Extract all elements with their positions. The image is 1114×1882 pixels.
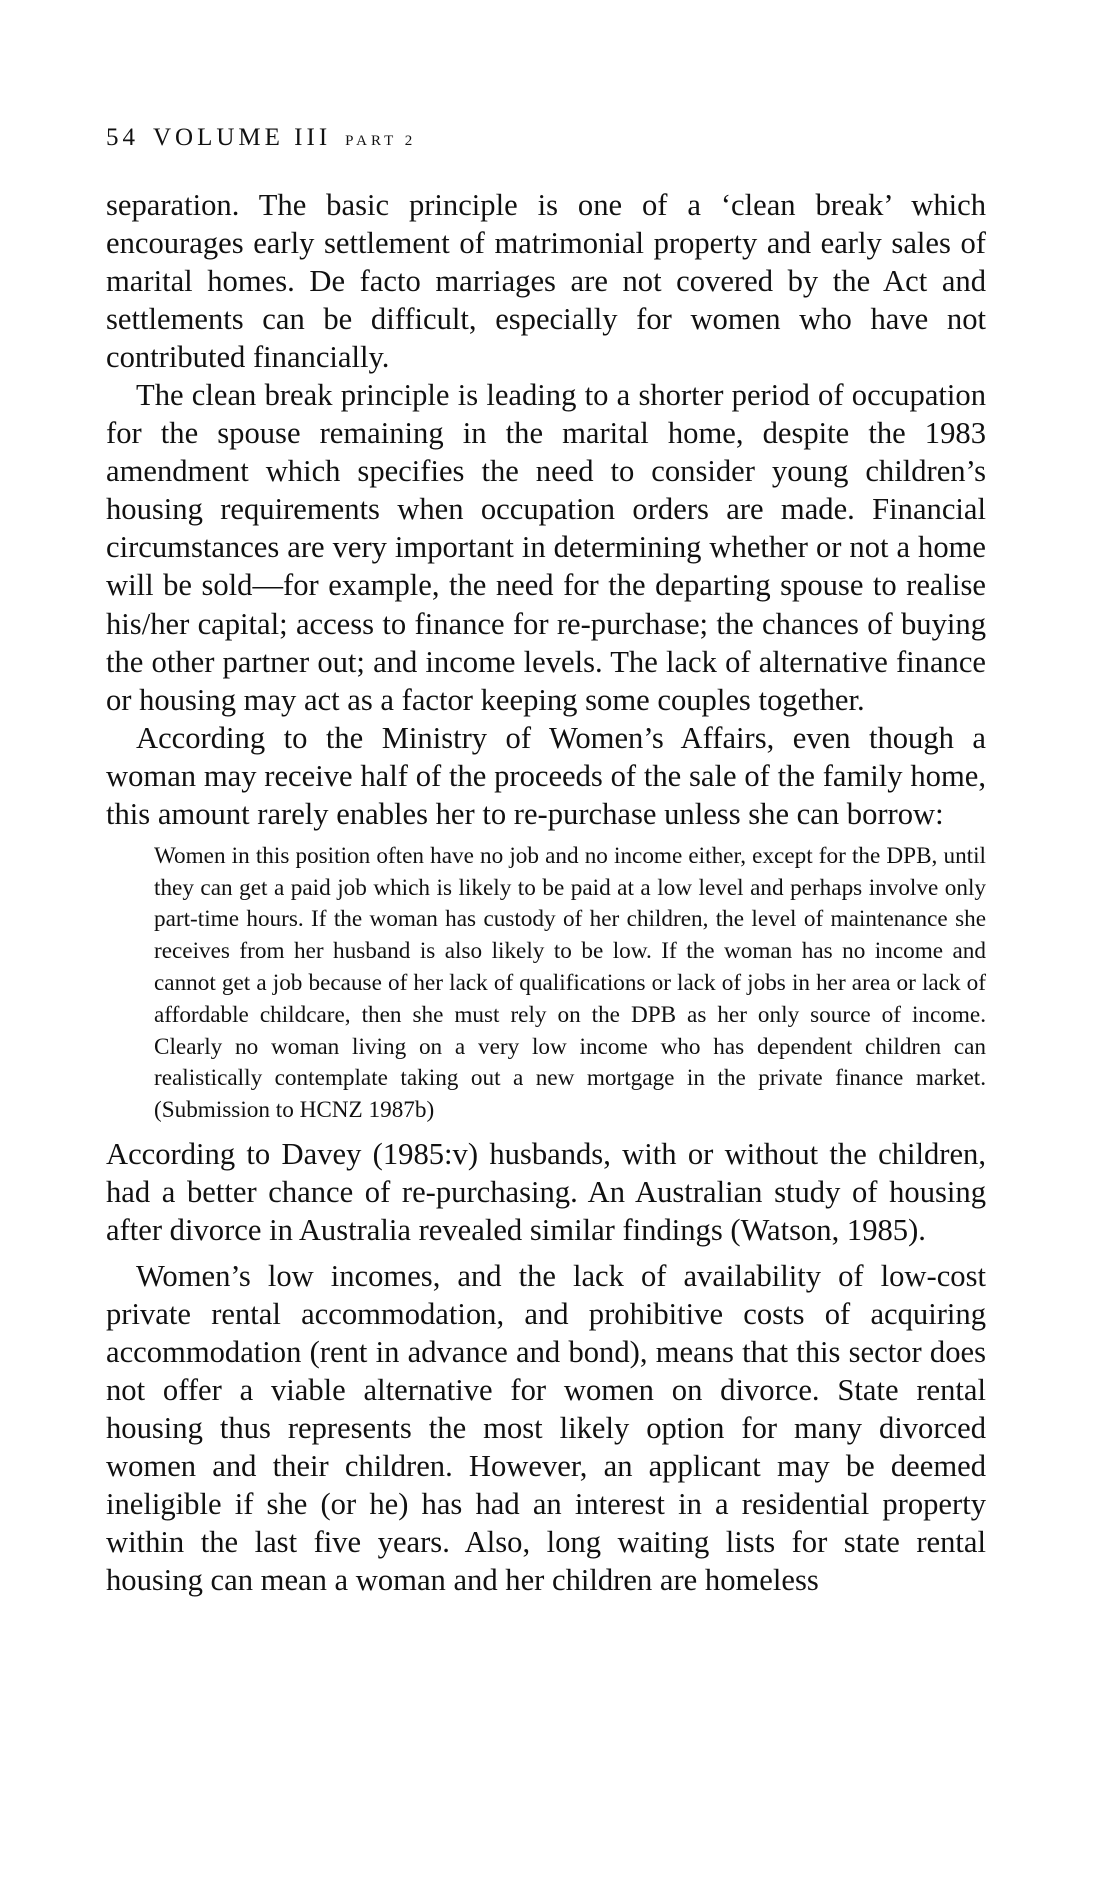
page-number: 54 (106, 124, 139, 151)
volume-label: VOLUME III (153, 124, 332, 151)
block-quote: Women in this position often have no job and no income either, except for the DPB, until they can get a paid job which is likely to be paid at a low level and perhaps involve only part-time hours. If the woman has custody of her children, the level of maintenance she receives from her husband is also likely to be low. If the woman has no income and cannot get a job because of her lack of qualifications or lack of jobs in her area or lack of affordable childcare, then she must rely on the DPB as her only source of income. Clearly no woman living on a very low income who has dependent children can realistically contemplate taking out a new mortgage in the private finance market. (Submission to HCNZ 1987b) (154, 842, 986, 1124)
paragraph-clean-break: The clean break principle is leading to a shorter period of occupation for the spouse remaining in the marital home, despite the 1983 amendment which specifies the need to consider young children’s housing requirements when occupation orders are made. Financial circumstances are very important in determining whether or not a home will be sold—for example, the need for the departing spouse to realise his/her capital; access to finance for re-purchase; the chances of buying the other partner out; and income levels. The lack of alternative finance or housing may act as a factor keeping some couples together. (106, 378, 986, 717)
paragraph-continuation: separation. The basic principle is one of a ‘clean break’ which encourages early settlement of matrimonial property and early sales of marital homes. De facto marriages are not covered by the Act and settlements can be difficult, especially for women who have not contributed financially. (106, 188, 986, 375)
paragraph-ministry: According to the Ministry of Women’s Affairs, even though a woman may receive half of the proceeds of the sale of the family home, this amount rarely enables her to re-purchase unless she can borrow: (106, 720, 986, 831)
body-text (106, 186, 986, 833)
body-text-continued (106, 1135, 986, 1600)
book-page (106, 120, 986, 1600)
running-head (106, 120, 986, 156)
paragraph-davey: According to Davey (1985:v) husbands, with or without the children, had a better chance of re-purchasing. An Australian study of housing after divorce in Australia revealed similar findings (Watson, 1985). (106, 1136, 986, 1248)
part-label: PART 2 (345, 133, 417, 149)
paragraph-low-incomes: Women’s low incomes, and the lack of availability of low-cost private rental accommodation, and prohibitive costs of acquiring accommodation (rent in advance and bond), means that this sector does not offer a viable alternative for women on divorce. State rental housing thus represents the most likely option for many divorced women and their children. However, an applicant may be deemed ineligible if she (or he) has had an interest in a residential property within the last five years. Also, long waiting lists for state rental housing can mean a woman and her children are homeless (106, 1259, 986, 1598)
